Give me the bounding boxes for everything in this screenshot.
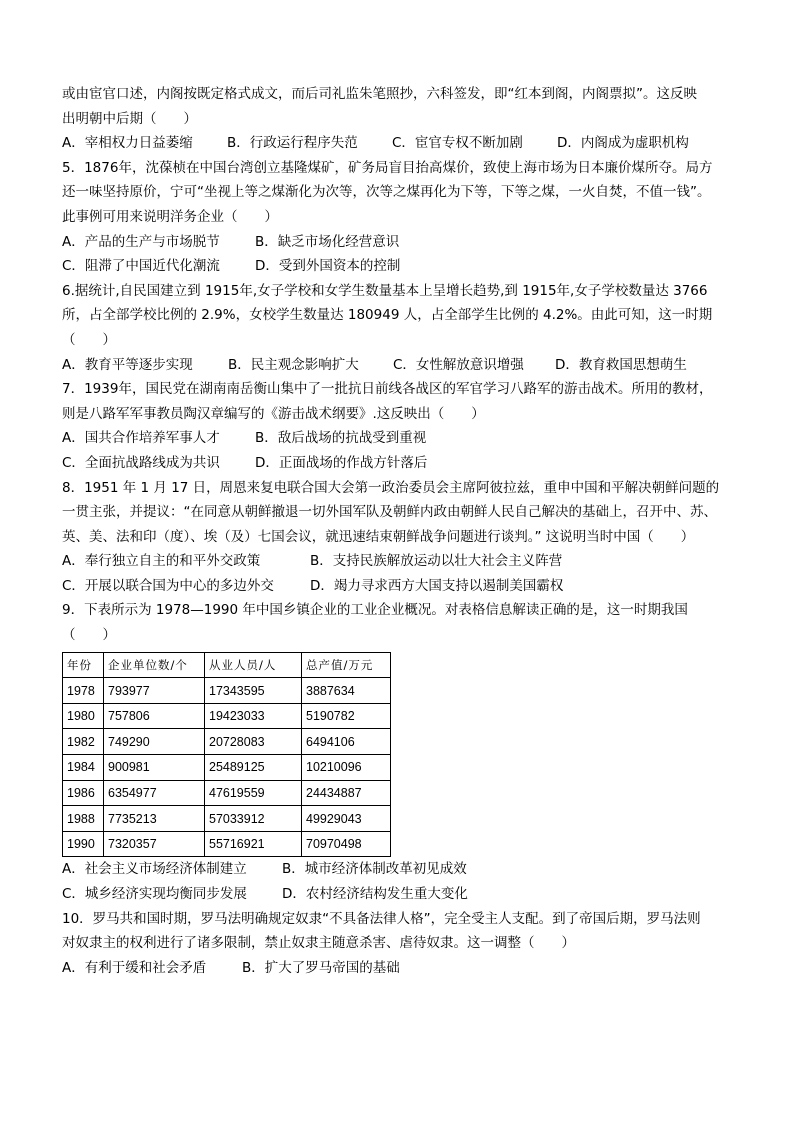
q6-stem-line-1: 6.据统计,自民国建立到 1915年,女子学校和女学生数量基本上呈增长趋势,到 1915年,女子学校数量达 3766 xyxy=(62,282,708,299)
q8-stem-line-2: 一贯主张，并提议：“在同意从朝鲜撤退一切外国军队及朝鲜内政由朝鲜人民自己解决的基础上，召开中、苏、 xyxy=(62,504,717,521)
q10-stem-line-2: 对奴隶主的权利进行了诸多限制，禁止奴隶主随意杀害、虐待奴隶。这一调整（ ） xyxy=(62,935,575,952)
q7-option-b: B．敌后战场的抗战受到重视 xyxy=(255,430,427,447)
q9-data-table xyxy=(62,652,391,858)
q7-options-row-1 xyxy=(62,426,742,451)
table-cell: 1986 xyxy=(63,780,104,806)
exam-page xyxy=(62,82,742,980)
table-cell: 17343595 xyxy=(205,678,302,704)
q4-stem-line-1: 或由宦官口述，内阁按既定格式成文，而后司礼监朱笔照抄，六科签发，即“红本到阁，内阁票拟”。这反映 xyxy=(62,86,697,102)
table-cell: 1988 xyxy=(63,806,104,832)
q7-option-c: C．全面抗战路线成为共识 xyxy=(62,454,220,471)
table-cell: 3887634 xyxy=(302,678,391,704)
q5-options-row-2 xyxy=(62,254,742,279)
table-cell: 757806 xyxy=(104,703,205,729)
q8-stem-line-1: 8．1951 年 1 月 17 日，周恩来复电联合国大会第一政治委员会主席阿彼拉兹，重申中国和平解决朝鲜问题的 xyxy=(62,479,720,496)
table-cell: 5190782 xyxy=(302,703,391,729)
q4-stem-line-2: 出明朝中后期（ ） xyxy=(62,110,197,127)
table-header-cell: 从业人员/人 xyxy=(205,652,302,678)
table-cell: 70970498 xyxy=(302,831,391,857)
q9-option-d: D．农村经济结构发生重大变化 xyxy=(282,886,468,902)
table-row xyxy=(63,729,391,755)
q9-option-c: C．城乡经济实现均衡同步发展 xyxy=(62,886,247,902)
table-cell: 749290 xyxy=(104,729,205,755)
table-header-cell: 企业单位数/个 xyxy=(104,652,205,678)
table-row xyxy=(63,831,391,857)
q6-options xyxy=(62,353,742,378)
q10-option-a: A．有利于缓和社会矛盾 xyxy=(62,959,207,976)
q6-option-c: C．女性解放意识增强 xyxy=(393,356,524,373)
q6-stem-line-2: 所，占全部学校比例的 2.9%，女校学生数量达 180949 人，占全部学生比例的 4.2%。由此可知，这一时期 xyxy=(62,307,713,324)
table-cell: 7320357 xyxy=(104,831,205,857)
q10-options-row-1 xyxy=(62,956,742,981)
q8-stem-line-3: 英、美、法和印（度）、埃（及）七国会议，就迅速结束朝鲜战争问题进行谈判。” 这说明当时中国（ ） xyxy=(62,528,695,545)
q8-option-d: D．竭力寻求西方大国支持以遏制美国霸权 xyxy=(310,577,564,594)
q5-stem-line-2: 还一味坚持原价，宁可“坐视上等之煤渐化为次等，次等之煤再化为下等，下等之煤，一火自焚，不值一钱”。 xyxy=(62,184,711,201)
q9-option-a: A．社会主义市场经济体制建立 xyxy=(62,861,247,878)
q7-option-d: D．正面战场的作战方针落后 xyxy=(255,454,428,471)
q9-option-b: B．城市经济体制改革初见成效 xyxy=(282,861,467,878)
q5-options-row-1 xyxy=(62,230,742,255)
table-cell: 49929043 xyxy=(302,806,391,832)
q9-stem-line-1: 9．下表所示为 1978—1990 年中国乡镇企业的工业企业概况。对表格信息解读正确的是，这一时期我国 xyxy=(62,602,688,619)
table-header-cell: 总产值/万元 xyxy=(302,652,391,678)
q4-option-a: A．宰相权力日益萎缩 xyxy=(62,135,193,152)
table-cell: 24434887 xyxy=(302,780,391,806)
q7-option-a: A．国共合作培养军事人才 xyxy=(62,430,220,447)
table-row xyxy=(63,780,391,806)
table-cell: 793977 xyxy=(104,678,205,704)
q8-options-row-1 xyxy=(62,549,742,574)
table-row xyxy=(63,755,391,781)
table-cell: 1978 xyxy=(63,678,104,704)
q8-option-a: A．奉行独立自主的和平外交政策 xyxy=(62,553,261,570)
q10-option-b: B．扩大了罗马帝国的基础 xyxy=(242,959,400,976)
q4-option-d: D．内阁成为虚职机构 xyxy=(557,135,689,152)
q7-stem-line-2: 则是八路军军事教员陶汉章编写的《游击战术纲要》.这反映出（ ） xyxy=(62,405,485,422)
table-header-row xyxy=(63,652,391,678)
q6-option-a: A．教育平等逐步实现 xyxy=(62,356,193,373)
q9-options-row-1 xyxy=(62,857,742,882)
q8-option-b: B．支持民族解放运动以壮大社会主义阵营 xyxy=(310,553,563,570)
table-cell: 1990 xyxy=(63,831,104,857)
table-cell: 6494106 xyxy=(302,729,391,755)
q6-stem-line-3: （ ） xyxy=(62,331,116,348)
q7-options-row-2 xyxy=(62,451,742,476)
table-cell: 19423033 xyxy=(205,703,302,729)
q5-option-c: C．阻滞了中国近代化潮流 xyxy=(62,258,220,275)
table-cell: 25489125 xyxy=(205,755,302,781)
q5-stem-line-1: 5．1876年，沈葆桢在中国台湾创立基隆煤矿，矿务局盲目抬高煤价，致使上海市场为日本廉价煤所夺。局方 xyxy=(62,159,713,176)
q10-stem-line-1: 10．罗马共和国时期，罗马法明确规定奴隶“不具备法律人格”，完全受主人支配。到了帝国后期，罗马法则 xyxy=(62,910,701,927)
q8-options-row-2 xyxy=(62,574,742,599)
q6-option-d: D．教育救国思想萌生 xyxy=(555,356,687,373)
table-cell: 10210096 xyxy=(302,755,391,781)
table-cell: 20728083 xyxy=(205,729,302,755)
table-cell: 6354977 xyxy=(104,780,205,806)
q7-stem-line-1: 7．1939年，国民党在湖南南岳衡山集中了一批抗日前线各战区的军官学习八路军的游击战术。所用的教材， xyxy=(62,381,713,398)
table-cell: 57033912 xyxy=(205,806,302,832)
table-cell: 1980 xyxy=(63,703,104,729)
table-cell: 900981 xyxy=(104,755,205,781)
q4-option-b: B．行政运行程序失范 xyxy=(227,135,358,152)
q4-options xyxy=(62,131,742,156)
table-row xyxy=(63,806,391,832)
table-header-cell: 年份 xyxy=(63,652,104,678)
q9-stem-line-2: （ ） xyxy=(62,627,116,644)
q4-option-c: C．宦官专权不断加剧 xyxy=(392,135,523,152)
table-cell: 55716921 xyxy=(205,831,302,857)
q5-option-b: B．缺乏市场化经营意识 xyxy=(255,233,400,250)
table-cell: 1982 xyxy=(63,729,104,755)
table-cell: 47619559 xyxy=(205,780,302,806)
q5-option-d: D．受到外国资本的控制 xyxy=(255,258,401,275)
table-cell: 7735213 xyxy=(104,806,205,832)
table-row xyxy=(63,678,391,704)
q9-options-row-2 xyxy=(62,882,742,907)
table-row xyxy=(63,703,391,729)
q8-option-c: C．开展以联合国为中心的多边外交 xyxy=(62,577,274,594)
q5-option-a: A．产品的生产与市场脱节 xyxy=(62,233,220,250)
q5-stem-line-3: 此事例可用来说明洋务企业（ ） xyxy=(62,208,278,225)
table-cell: 1984 xyxy=(63,755,104,781)
q6-option-b: B．民主观念影响扩大 xyxy=(228,356,359,373)
